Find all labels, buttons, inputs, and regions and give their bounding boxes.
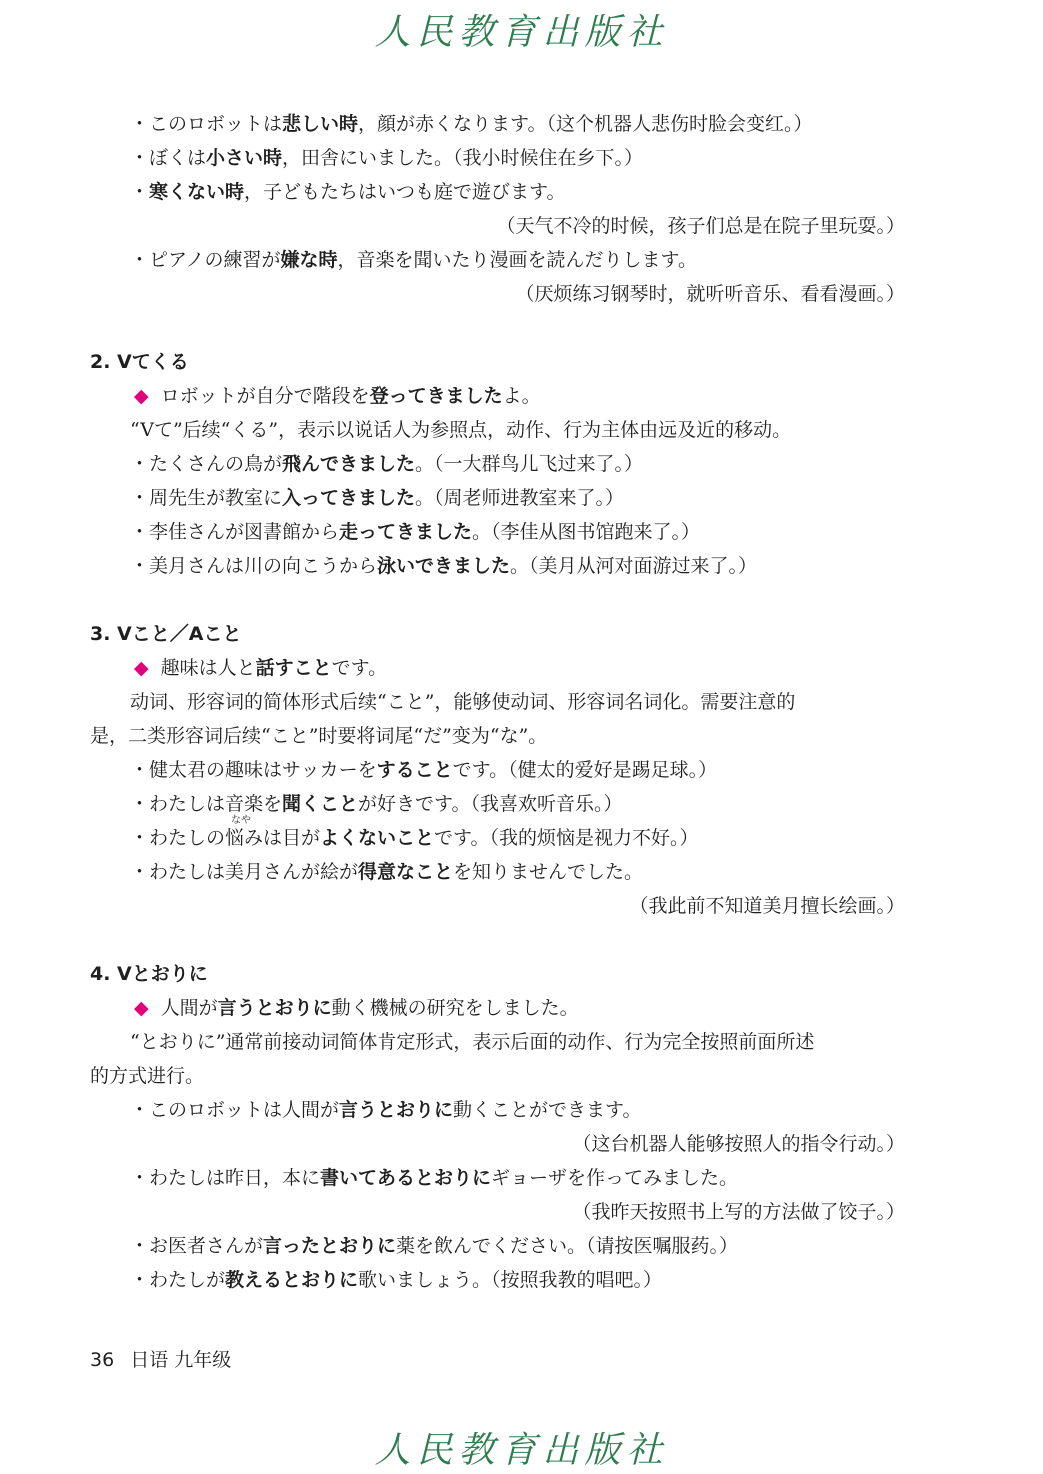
section-heading: 3. Vこと／Aこと xyxy=(90,623,242,645)
key-example: ◆ ロボットが自分で階段を登ってきましたよ。 xyxy=(134,385,541,407)
page-number: 36 xyxy=(90,1349,115,1371)
explanation: “Vて”后续“くる”，表示以说话人为参照点，动作、行为主体由远及近的移动。 xyxy=(130,419,792,441)
explanation: “とおりに”通常前接动词简体肯定形式，表示后面的动作、行为完全按照前面所述 xyxy=(130,1031,815,1053)
example-sentence: ・ピアノの練習が嫌な時，音楽を聞いたり漫画を読んだりします。 xyxy=(130,249,697,271)
publisher-logo-bottom: 人民教育出版社 xyxy=(374,1430,669,1471)
key-example: ◆ 趣味は人と話すことです。 xyxy=(134,657,388,679)
translation: （我昨天按照书上写的方法做了饺子。） xyxy=(572,1201,905,1223)
translation: （厌烦练习钢琴时，就听听音乐、看看漫画。） xyxy=(515,283,905,305)
example-sentence: ・わたしは昨日，本に書いてあるとおりにギョーザを作ってみました。 xyxy=(130,1167,739,1189)
translation: （天气不冷的时候，孩子们总是在院子里玩耍。） xyxy=(496,215,905,237)
example-sentence: ・周先生が教室に入ってきました。（周老师进教室来了。） xyxy=(130,487,625,509)
translation: （这台机器人能够按照人的指令行动。） xyxy=(572,1133,905,1155)
explanation: 动词、形容词的简体形式后续“こと”，能够使动词、形容词名词化。需要注意的 xyxy=(130,691,796,713)
section-heading: 4. Vとおりに xyxy=(90,963,208,985)
translation: （我此前不知道美月擅长绘画。） xyxy=(629,895,905,917)
example-sentence: ・わたしは音楽を聞くことが好きです。（我喜欢听音乐。） xyxy=(130,793,623,815)
diamond-icon: ◆ xyxy=(134,997,149,1019)
furigana: なや xyxy=(231,815,251,826)
example-sentence: ・お医者さんが言ったとおりに薬を飲んでください。（请按医嘱服药。） xyxy=(130,1235,739,1257)
example-sentence: ・美月さんは川の向こうから泳いできました。（美月从河对面游过来了。） xyxy=(130,555,758,577)
section-heading: 2. Vてくる xyxy=(90,351,189,373)
explanation: 是，二类形容词后续“こと”时要将词尾“だ”变为“な”。 xyxy=(90,725,548,747)
example-sentence: ・わたしは美月さんが絵が得意なことを知りませんでした。 xyxy=(130,861,644,883)
example-sentence: ・このロボットは悲しい時，顔が赤くなります。（这个机器人悲伤时脸会变红。） xyxy=(130,113,813,135)
example-sentence: ・ぼくは小さい時，田舎にいました。（我小时候住在乡下。） xyxy=(130,147,644,169)
diamond-icon: ◆ xyxy=(134,657,149,679)
example-sentence: ・わたしの悩みは目がよくないことです。（我的烦恼是视力不好。） xyxy=(130,827,699,849)
example-sentence: ・わたしが教えるとおりに歌いましょう。（按照我教的唱吧。） xyxy=(130,1269,663,1291)
example-sentence: ・このロボットは人間が言うとおりに動くことができます。 xyxy=(130,1099,642,1121)
page-footer xyxy=(90,1345,231,1372)
book-title: 日语 九年级 xyxy=(130,1349,232,1371)
diamond-icon: ◆ xyxy=(134,385,149,407)
example-sentence: ・李佳さんが図書館から走ってきました。（李佳从图书馆跑来了。） xyxy=(130,521,701,543)
example-sentence: ・たくさんの鳥が飛んできました。（一大群鸟儿飞过来了。） xyxy=(130,453,644,475)
key-example: ◆ 人間が言うとおりに動く機械の研究をしました。 xyxy=(134,997,579,1019)
example-sentence: ・健太君の趣味はサッカーをすることです。（健太的爱好是踢足球。） xyxy=(130,759,718,781)
publisher-logo-top: 人民教育出版社 xyxy=(374,12,669,53)
example-sentence: ・寒くない時，子どもたちはいつも庭で遊びます。 xyxy=(130,181,566,203)
explanation: 的方式进行。 xyxy=(90,1065,205,1087)
